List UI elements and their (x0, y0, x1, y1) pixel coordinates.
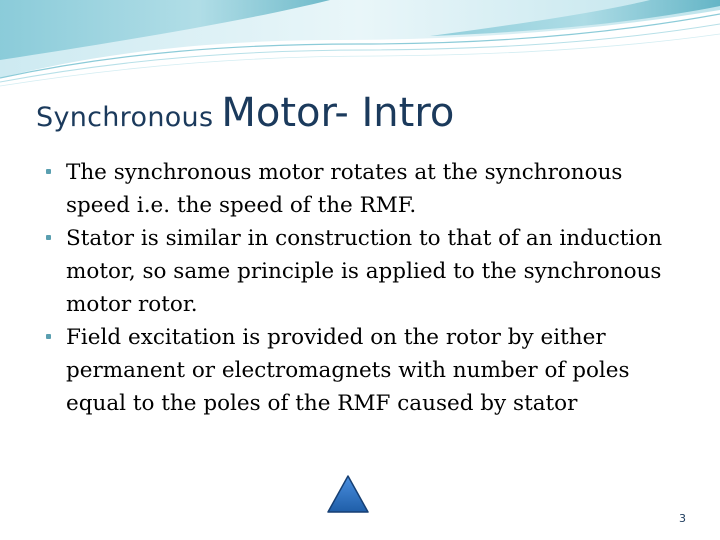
bullet-text: Field excitation is provided on the rotor by either permanent or electromagnets with number of poles equal to the poles of the RMF caused by stator (66, 325, 630, 416)
bullet-marker-icon (46, 334, 51, 339)
slide-title (36, 90, 696, 136)
header-swoosh-decoration (0, 0, 720, 90)
bullet-item (44, 222, 684, 321)
triangle-up-icon[interactable] (326, 474, 370, 514)
bullet-text: Stator is similar in construction to that of an induction motor, so same principle is applied to the synchronous motor rotor. (66, 226, 663, 317)
title-part-2: Motor- Intro (221, 90, 455, 136)
bullet-marker-icon (46, 235, 51, 240)
bullet-item (44, 156, 684, 222)
bullet-marker-icon (46, 169, 51, 174)
title-part-1: Synchronous (36, 102, 214, 133)
bullet-text: The synchronous motor rotates at the synchronous speed i.e. the speed of the RMF. (66, 160, 623, 218)
bullet-item (44, 321, 684, 420)
page-number: 3 (679, 512, 686, 525)
bullet-list (44, 156, 684, 420)
